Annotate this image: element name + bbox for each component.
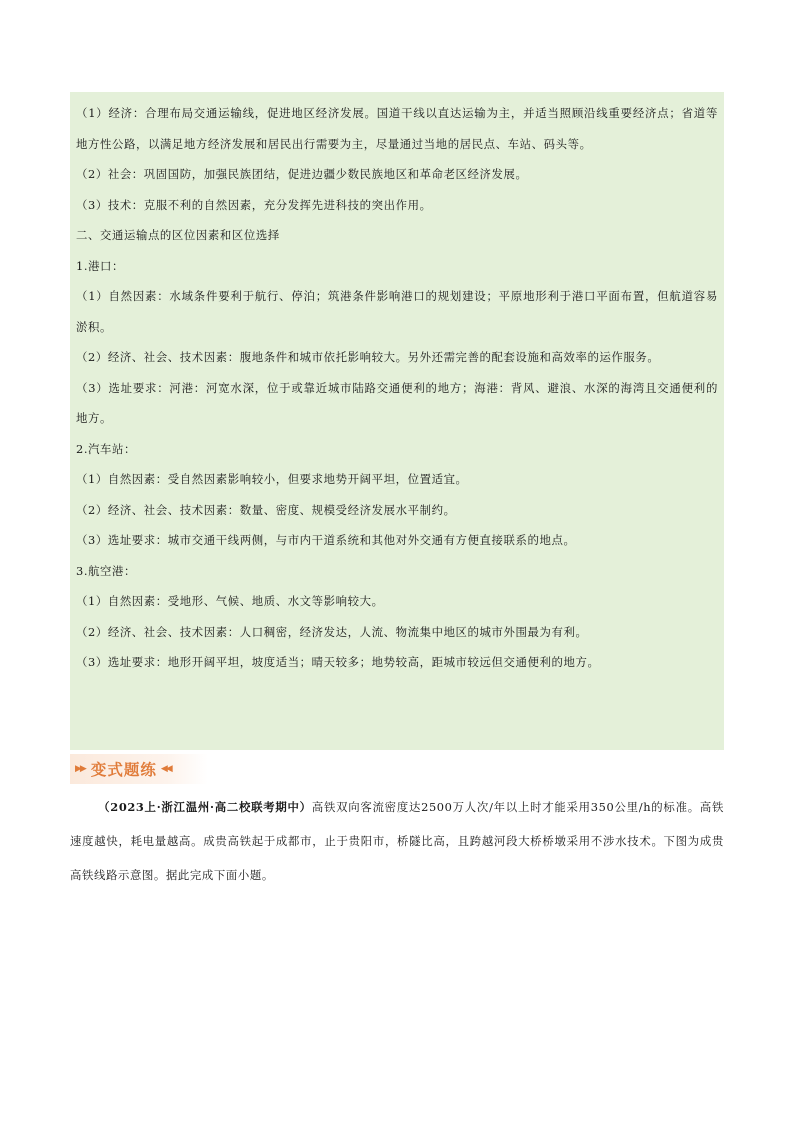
question-source: （2023上·浙江温州·高二校联考期中） bbox=[98, 800, 312, 814]
summary-paragraph-economy: （1）经济：合理布局交通运输线，促进地区经济发展。国道干线以直达运输为主，并适当照顾沿线重要经济点；省道等地方性公路，以满足地方经济发展和居民出行需要为主，尽量通过当地的居民点、车站、码头等。 bbox=[76, 106, 718, 151]
subheading-port: 1.港口： bbox=[76, 258, 125, 273]
port-socioeconomic-factors: （2）经济、社会、技术因素：腹地条件和城市依托影响较大。另外还需完善的配套设施和高效率的运作服务。 bbox=[76, 350, 660, 364]
section-title-bar bbox=[70, 754, 171, 784]
knowledge-summary-box bbox=[70, 92, 724, 750]
section-title: 变式题练 bbox=[90, 761, 157, 779]
port-natural-factors: （1）自然因素：水域条件要利于航行、停泊；筑港条件影响港口的规划建设；平原地形利于港口平面布置，但航道容易淤积。 bbox=[76, 289, 718, 334]
bus-station-natural-factors: （1）自然因素：受自然因素影响较小，但要求地势开阔平坦，位置适宜。 bbox=[76, 472, 468, 486]
airport-socioeconomic-factors: （2）经济、社会、技术因素：人口稠密，经济发达，人流、物流集中地区的城市外围最为有利。 bbox=[76, 624, 588, 639]
section-heading-transport-points: 二、交通运输点的区位因素和区位选择 bbox=[76, 228, 280, 242]
question-text: 高铁双向客流密度达2500万人次/年以上时才能采用350公里/h的标准。高铁速度越快，耗电量越高。成贵高铁起于成都市，止于贵阳市，桥隧比高，且跨越河段大桥桥墩采用不涉水技术。下图为成贵高铁线路示意图。据此完成下面小题。 bbox=[70, 800, 724, 882]
double-arrow-right-icon: ▶▶ bbox=[75, 764, 85, 774]
summary-paragraph-technology: （3）技术：克服不利的自然因素，充分发挥先进科技的突出作用。 bbox=[76, 197, 432, 212]
double-arrow-left-icon: ◀◀ bbox=[160, 764, 171, 774]
summary-paragraph-society: （2）社会：巩固国防，加强民族团结，促进边疆少数民族地区和革命老区经济发展。 bbox=[76, 167, 528, 181]
subheading-bus-station: 2.汽车站： bbox=[76, 441, 137, 456]
bus-station-socioeconomic-factors: （2）经济、社会、技术因素：数量、密度、规模受经济发展水平制约。 bbox=[76, 502, 456, 517]
bus-station-site-requirements: （3）选址要求：城市交通干线两侧，与市内干道系统和其他对外交通有方便直接联系的地点。 bbox=[76, 533, 576, 547]
question-stem bbox=[70, 790, 724, 892]
subheading-airport: 3.航空港： bbox=[76, 563, 137, 578]
port-site-requirements: （3）选址要求：河港：河宽水深，位于或靠近城市陆路交通便利的地方；海港：背风、避浪、水深的海湾且交通便利的地方。 bbox=[76, 380, 718, 425]
airport-natural-factors: （1）自然因素：受地形、气候、地质、水文等影响较大。 bbox=[76, 594, 384, 608]
airport-site-requirements: （3）选址要求：地形开阔平坦，坡度适当；晴天较多；地势较高，距城市较远但交通便利的地方。 bbox=[76, 655, 600, 669]
